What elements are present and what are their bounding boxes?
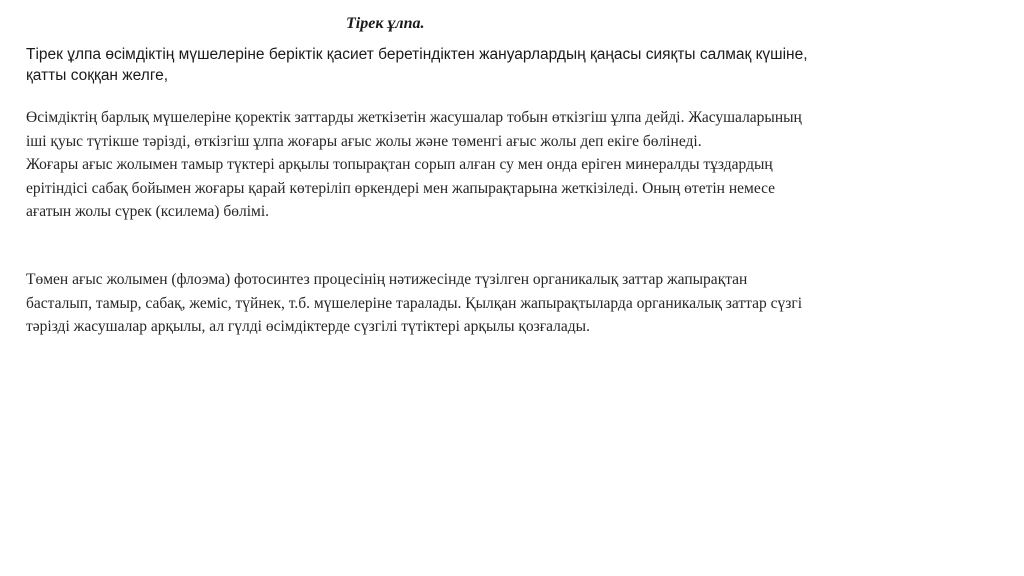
paragraph-line: Өсімдіктің барлық мүшелеріне қоректік заттарды жеткізетін жасушалар тобын өткізгіш ұлпа дейді. Жасушаларының — [26, 109, 802, 126]
paragraph-line: іші қуыс түтікше тәрізді, өткізгіш ұлпа жоғары ағыс жолы және төменгі ағыс жолы деп екіге бөлінеді. — [26, 132, 702, 150]
paragraph-line: басталып, тамыр, сабақ, жеміс, түйнек, т.б. мүшелеріне таралады. Қылқан жапырақтыларда органикалық заттар сүзгі — [26, 294, 803, 312]
paragraph-line: Төмен ағыс жолымен (флоэма) фотосинтез процесінің нәтижесінде түзілген органикалық заттар жапырақтан — [26, 271, 748, 288]
phloem-paragraph — [26, 268, 1006, 339]
conductive-tissue-paragraph — [26, 106, 1006, 224]
intro-line: қатты соққан желге, — [26, 67, 169, 84]
paragraph-line: тәрізді жасушалар арқылы, ал гүлді өсімдіктерде сүзгілі түтіктері арқылы қозғалады. — [26, 318, 590, 335]
intro-line: Тірек ұлпа өсімдіктің мүшелеріне беріктік қасиет беретіндіктен жануарлардың қаңасы сияқты салмақ күшіне, — [26, 46, 808, 63]
paragraph-line: ерітіндісі сабақ бойымен жоғары қарай көтеріліп өркендері мен жапырақтарына жеткізіледі. Оның өтетін немесе — [26, 179, 776, 197]
intro-paragraph — [26, 44, 1006, 86]
paragraph-line: ағатын жолы сүрек (ксилема) бөлімі. — [26, 203, 270, 220]
slide-title: Тірек ұлпа. — [346, 15, 425, 32]
paragraph-line: Жоғары ағыс жолымен тамыр түктері арқылы топырақтан сорып алған су мен онда еріген минералды тұздардың — [26, 156, 773, 173]
